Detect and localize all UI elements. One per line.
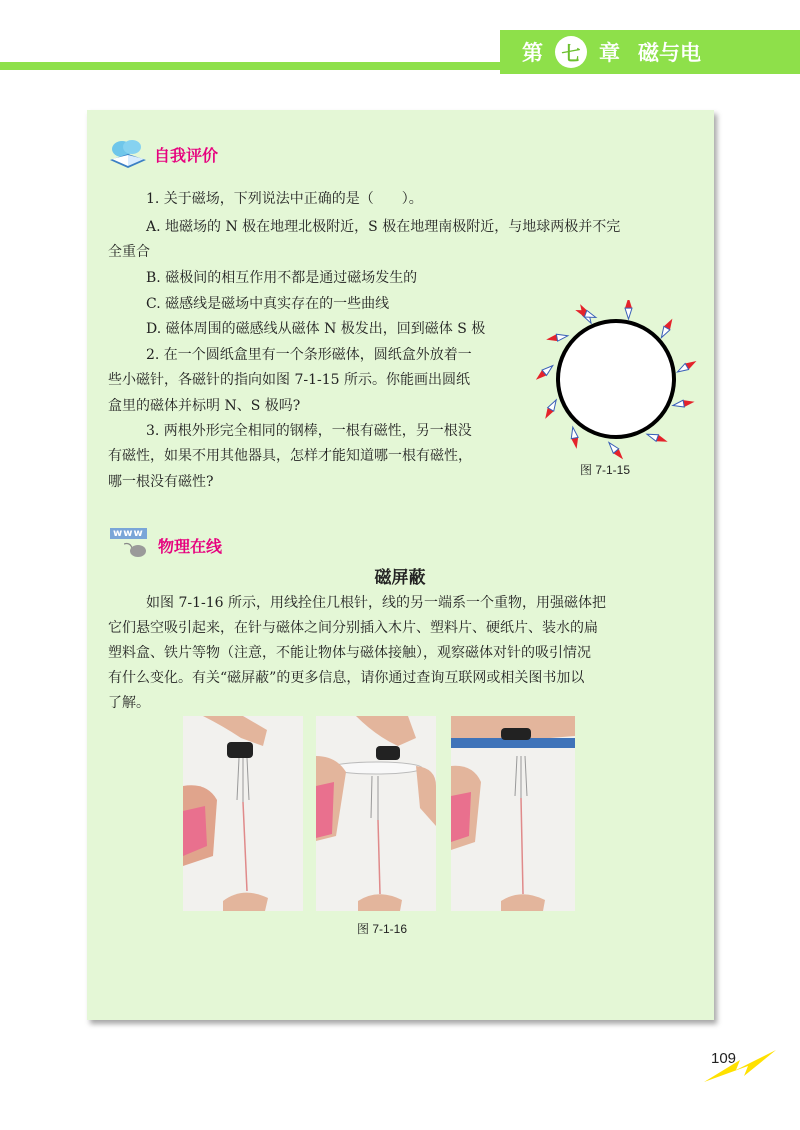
online-heading [110, 528, 222, 562]
figure-7-1-15-caption: 图 7-1-15 [580, 463, 631, 477]
page-number: 109 [711, 1050, 737, 1067]
self-eval-heading [106, 138, 218, 170]
q1-option-d: D. 磁体周围的磁感线从磁体 N 极发出，回到磁体 S 极 [146, 321, 486, 337]
paragraph-line-5: 了解。 [108, 695, 150, 711]
compass-circle-figure [536, 300, 698, 460]
q3-line1: 3. 两根外形完全相同的钢棒，一根有磁性，另一根没 [146, 423, 472, 439]
q3-line3: 哪一根没有磁性? [108, 474, 214, 490]
q1-option-a: A. 地磁场的 N 极在地理北极附近，S 极在地理南极附近，与地球两极并不完 [146, 219, 621, 235]
chapter-number-badge: 七 [555, 36, 587, 68]
compass-needle [646, 431, 669, 445]
self-eval-title: 自我评价 [154, 145, 219, 165]
compass-needle [569, 427, 580, 450]
compass-needle [658, 317, 675, 340]
paragraph-line-1: 如图 7-1-16 所示，用线拴住几根针，线的另一端系一个重物，用强磁体把 [146, 595, 606, 611]
photo-magnet-needles [183, 716, 303, 911]
figure-7-1-16-caption: 图 7-1-16 [357, 922, 408, 936]
photo-iron-strip-shielding [451, 716, 575, 911]
book-cloud-icon [106, 138, 150, 170]
q2-line1: 2. 在一个圆纸盒里有一个条形磁体，圆纸盒外放着一 [146, 347, 472, 363]
compass-needle [625, 300, 632, 319]
www-mouse-icon: www [110, 528, 154, 562]
q1-option-b: B. 磁极间的相互作用不都是通过磁场发生的 [146, 270, 418, 286]
compass-needle [672, 398, 695, 409]
photo-plate-shielding [316, 716, 436, 911]
online-title: 物理在线 [158, 536, 223, 556]
q1-option-c: C. 磁感线是磁场中真实存在的一些曲线 [146, 296, 390, 312]
compass-needle [536, 363, 555, 383]
q2-line2: 些小磁针，各磁针的指向如图 7-1-15 所示。你能画出圆纸 [108, 372, 470, 388]
compass-needle [606, 440, 626, 460]
chapter-prefix: 第 [522, 41, 543, 65]
article-title: 磁屏蔽 [374, 568, 426, 588]
compass-needle [676, 358, 698, 375]
q1-option-a-cont: 全重合 [108, 244, 150, 260]
paragraph-line-4: 有什么变化。有关“磁屏蔽”的更多信息，请你通过查询互联网或相关图书加以 [108, 670, 585, 686]
chapter-title: 磁与电 [638, 41, 701, 65]
q3-line2: 有磁性，如果不用其他器具，怎样才能知道哪一根有磁性， [108, 448, 472, 464]
compass-needle [542, 398, 559, 421]
paragraph-line-2: 它们悬空吸引起来，在针与磁体之间分别插入木片、塑料片、硬纸片、装水的扁 [108, 620, 598, 636]
chapter-suffix: 章 [599, 41, 620, 65]
q1-stem: 1. 关于磁场，下列说法中正确的是（ ）。 [146, 191, 423, 207]
chapter-header [500, 30, 800, 74]
q2-line3: 盒里的磁体并标明 N、S 极吗? [108, 398, 301, 414]
compass-needle [546, 332, 569, 343]
paragraph-line-3: 塑料盒、铁片等物（注意，不能让物体与磁体接触），观察磁体对针的吸引情况 [108, 645, 591, 661]
